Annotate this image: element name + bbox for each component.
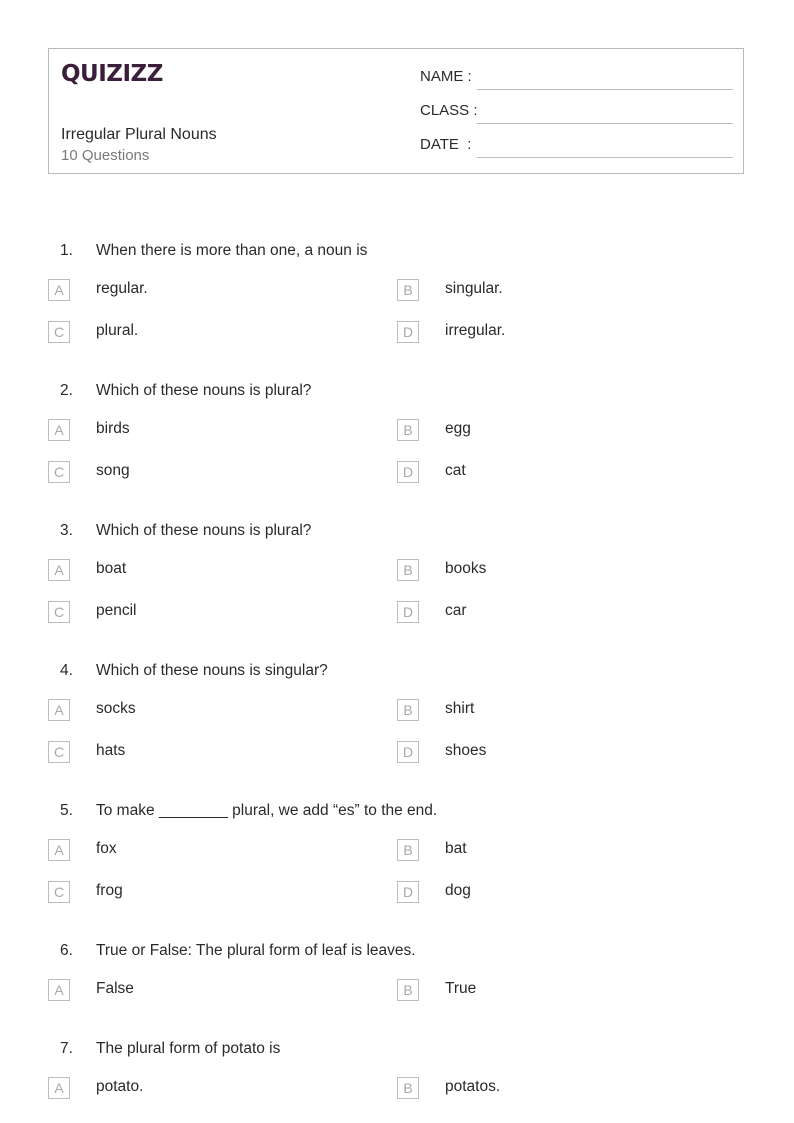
option-text: regular. bbox=[96, 280, 148, 297]
option-text: cat bbox=[445, 462, 466, 479]
class-line bbox=[477, 123, 733, 124]
option-checkbox[interactable]: D bbox=[397, 461, 419, 483]
option-text: frog bbox=[96, 882, 123, 899]
date-label: DATE : bbox=[420, 136, 472, 153]
option-text: plural. bbox=[96, 322, 139, 339]
question-number: 1. bbox=[60, 242, 73, 259]
option-checkbox[interactable]: B bbox=[397, 559, 419, 581]
option-checkbox[interactable]: C bbox=[48, 741, 70, 763]
option-checkbox[interactable]: D bbox=[397, 741, 419, 763]
option-text: shirt bbox=[445, 700, 475, 717]
worksheet-header bbox=[48, 48, 744, 174]
option-text: potatos. bbox=[445, 1078, 501, 1095]
option-text: boat bbox=[96, 560, 127, 577]
question-text: The plural form of potato is bbox=[96, 1040, 281, 1057]
option-text: song bbox=[96, 462, 130, 479]
question-text: To make ________ plural, we add “es” to the end. bbox=[96, 802, 438, 819]
option-text: hats bbox=[96, 742, 126, 759]
option-text: car bbox=[445, 602, 467, 619]
name-line bbox=[477, 89, 733, 90]
option-checkbox[interactable]: C bbox=[48, 601, 70, 623]
class-field[interactable] bbox=[420, 102, 733, 124]
option-checkbox[interactable]: A bbox=[48, 979, 70, 1001]
question-text: Which of these nouns is singular? bbox=[96, 662, 328, 679]
option-checkbox[interactable]: C bbox=[48, 881, 70, 903]
option-text: True bbox=[445, 980, 477, 997]
option-checkbox[interactable]: B bbox=[397, 1077, 419, 1099]
option-text: bat bbox=[445, 840, 467, 857]
option-checkbox[interactable]: C bbox=[48, 321, 70, 343]
option-checkbox[interactable]: A bbox=[48, 839, 70, 861]
date-line bbox=[477, 157, 733, 158]
question-number: 2. bbox=[60, 382, 73, 399]
option-text: books bbox=[445, 560, 487, 577]
question-number: 5. bbox=[60, 802, 73, 819]
name-field[interactable] bbox=[420, 68, 733, 90]
option-text: fox bbox=[96, 840, 117, 857]
option-checkbox[interactable]: A bbox=[48, 1077, 70, 1099]
option-text: dog bbox=[445, 882, 471, 899]
option-text: False bbox=[96, 980, 134, 997]
option-checkbox[interactable]: A bbox=[48, 419, 70, 441]
question-text: Which of these nouns is plural? bbox=[96, 382, 312, 399]
option-checkbox[interactable]: C bbox=[48, 461, 70, 483]
question-text: Which of these nouns is plural? bbox=[96, 522, 312, 539]
option-text: egg bbox=[445, 420, 471, 437]
quizizz-logo: QUIZIZZ bbox=[61, 61, 163, 87]
date-field[interactable] bbox=[420, 136, 733, 158]
option-checkbox[interactable]: B bbox=[397, 979, 419, 1001]
question-text: True or False: The plural form of leaf is leaves. bbox=[96, 942, 416, 959]
option-text: socks bbox=[96, 700, 136, 717]
option-checkbox[interactable]: B bbox=[397, 279, 419, 301]
option-checkbox[interactable]: B bbox=[397, 699, 419, 721]
option-checkbox[interactable]: D bbox=[397, 881, 419, 903]
question-number: 3. bbox=[60, 522, 73, 539]
question-count: 10 Questions bbox=[61, 147, 150, 164]
option-checkbox[interactable]: D bbox=[397, 321, 419, 343]
option-text: pencil bbox=[96, 602, 137, 619]
class-label: CLASS : bbox=[420, 102, 478, 119]
question-number: 4. bbox=[60, 662, 73, 679]
option-checkbox[interactable]: B bbox=[397, 419, 419, 441]
option-checkbox[interactable]: D bbox=[397, 601, 419, 623]
option-checkbox[interactable]: B bbox=[397, 839, 419, 861]
name-label: NAME : bbox=[420, 68, 472, 85]
question-number: 7. bbox=[60, 1040, 73, 1057]
option-checkbox[interactable]: A bbox=[48, 559, 70, 581]
option-text: singular. bbox=[445, 280, 503, 297]
option-checkbox[interactable]: A bbox=[48, 699, 70, 721]
question-text: When there is more than one, a noun is bbox=[96, 242, 368, 259]
option-text: potato. bbox=[96, 1078, 144, 1095]
option-text: birds bbox=[96, 420, 130, 437]
option-text: shoes bbox=[445, 742, 487, 759]
option-checkbox[interactable]: A bbox=[48, 279, 70, 301]
worksheet-title: Irregular Plural Nouns bbox=[61, 126, 217, 143]
option-text: irregular. bbox=[445, 322, 506, 339]
question-number: 6. bbox=[60, 942, 73, 959]
